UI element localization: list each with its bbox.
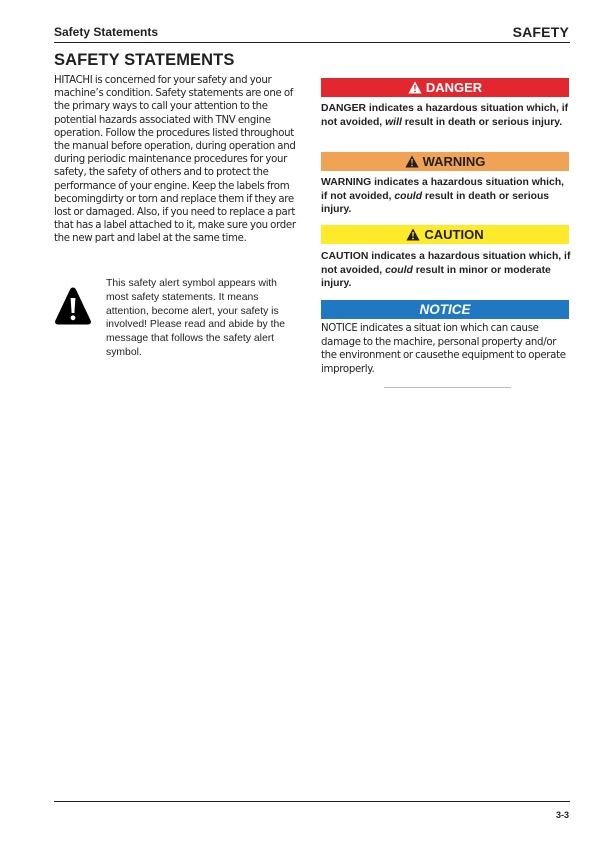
notice-description: NOTICE indicates a situat ion which can cause damage to the machire, personal property and/or the environment or causethe equipment to operate improperly. <box>321 323 566 375</box>
running-header-section: Safety Statements <box>54 25 159 39</box>
running-header-chapter: SAFETY <box>512 24 569 40</box>
caution-label: CAUTION <box>424 227 484 242</box>
warning-signal-bar <box>321 152 569 171</box>
safety-alert-triangle-icon <box>54 286 92 326</box>
page-title: SAFETY STATEMENTS <box>54 51 235 69</box>
danger-description: DANGER indicates a hazardous situation which, if not avoided, will result in death or serious injury. <box>321 103 569 128</box>
alert-symbol-description: This safety alert symbol appears with most safety statements. It means attention, become alert, your safety is involved! Please read and abide by the message that follows the safety alert symbol. <box>106 278 286 358</box>
caution-description: CAUTION indicates a hazardous situation which, if not avoided, could result in minor or moderate injury. <box>321 251 571 289</box>
section-end-divider <box>384 387 511 388</box>
caution-alert-icon <box>406 228 420 241</box>
warning-label: WARNING <box>422 154 486 169</box>
danger-label: DANGER <box>425 80 483 95</box>
page-number: 3-3 <box>555 810 569 820</box>
notice-signal-bar <box>321 300 569 319</box>
intro-paragraph: HITACHI is concerned for your safety and your machine’s condition. Safety statements are one of the primary ways to call your attention to the potential hazards associated with TNV engine operation. Follow the procedures listed throughout the manual before operation, during operation and during periodic maintenance procedures for your safety, the safety of others and to protect the performance of your engine. Keep the labels from becomingdirty or torn and replace them if they are lost or damaged. Also, if you need to replace a part that has a label attached to it, make sure you order the new part and label at the same time. <box>54 75 296 245</box>
header-divider <box>54 42 570 43</box>
notice-label: NOTICE <box>419 302 471 317</box>
danger-alert-icon <box>408 81 422 94</box>
warning-alert-icon <box>405 155 419 168</box>
footer-divider <box>54 801 570 802</box>
danger-signal-bar <box>321 78 569 97</box>
caution-signal-bar <box>321 225 569 244</box>
warning-description: WARNING indicates a hazardous situation which, if not avoided, could result in death or serious injury. <box>321 177 565 215</box>
